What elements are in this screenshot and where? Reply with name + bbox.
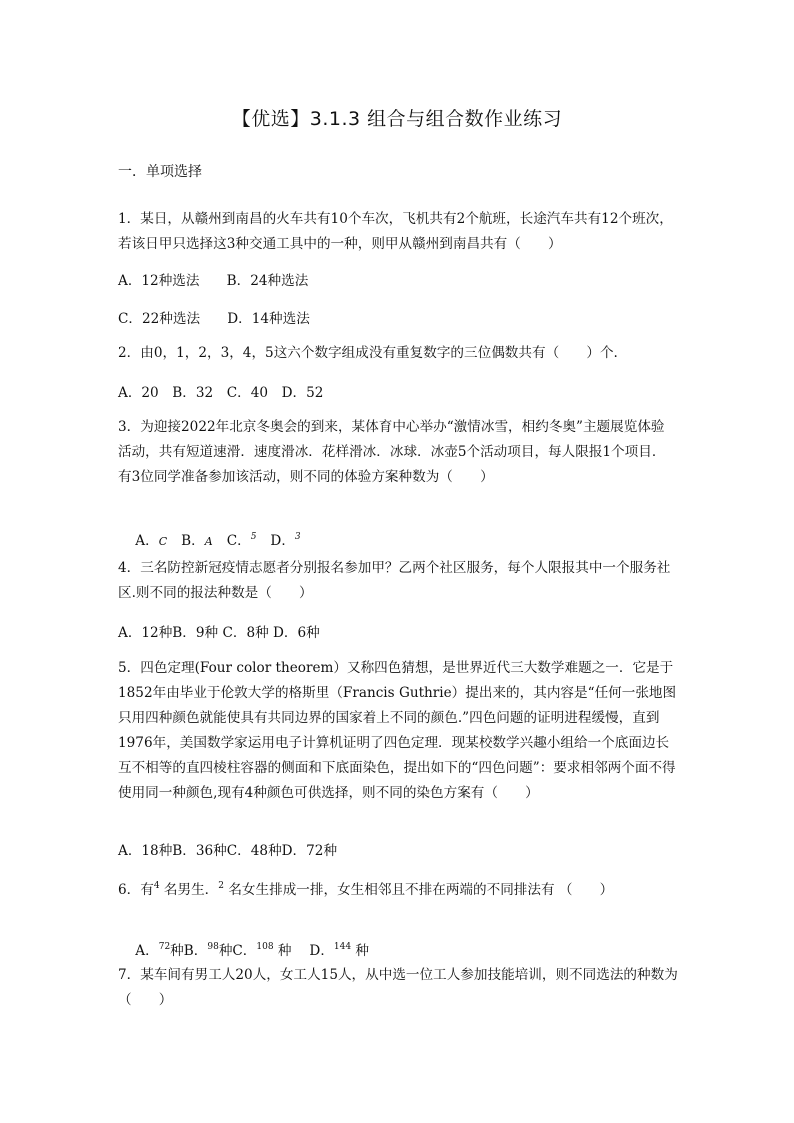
question-6-text-b: 名男生． [159, 882, 219, 898]
option-b-value: 98 [207, 942, 219, 952]
section-heading: 一．单项选择 [118, 164, 202, 180]
option-a-value: 72 [158, 942, 171, 952]
question-3-stem: 3．为迎接2022年北京冬奥会的到来，某体育中心举办“激情冰雪，相约冬奥”主题展览体验活动，共有短道速滑．速度滑冰．花样滑冰．冰球．冰壶5个活动项目，每人限报1个项目．有3位同学准备参加该活动，则不同的体验方案种数为（ ） [118, 419, 666, 485]
option-a-label: A． [135, 533, 159, 549]
question-7-stem: 7．某车间有男工人20人，女工人15人，从中选一位工人参加技能培训，则不同选法的种数为（ ） [118, 967, 678, 1008]
option-d-value: 144 [333, 942, 352, 952]
question-6-text-c: 名女生排成一排，女生相邻且不排在两端的不同排法有 （ ） [224, 882, 614, 898]
option-d-formula: 3 [294, 532, 301, 542]
question-2-stem: 2．由0，1，2，3，4，5这六个数字组成没有重复数字的三位偶数共有（ ）个. [118, 345, 618, 361]
option-a-formula: C [158, 535, 168, 548]
question-1-stem: 1．某日，从赣州到南昌的火车共有10个车次，飞机共有2个航班，长途汽车共有12个班次，若该日甲只选择这3种交通工具中的一种，则甲从赣州到南昌共有（ ） [118, 211, 673, 252]
question-6-text-a: 6．有 [118, 882, 154, 898]
question-6-number-boys: 4 [153, 881, 160, 891]
option-a-unit: 种B． [170, 943, 208, 959]
page-title: 【优选】3.1.3 组合与组合数作业练习 [231, 108, 563, 130]
option-c-value: 108 [256, 942, 274, 952]
option-a-label: A． [135, 943, 159, 959]
question-5-options: A．18种B．36种C．48种D．72种 [118, 843, 338, 859]
question-1-options-row-2: C．22种选法 D．14种选法 [118, 311, 310, 327]
option-b-formula: A [204, 535, 213, 548]
option-d-unit: 种 [351, 943, 370, 959]
option-b-label: B． [181, 533, 205, 549]
option-d-label: D． [270, 533, 295, 549]
question-5-stem: 5．四色定理(Four color theorem）又称四色猜想，是世界近代三大数学难题之一．它是于1852年由毕业于伦敦大学的格斯里（Francis Guthrie）提出来的，其内容是“任何一张地图只用四种颜色就能使具有共同边界的国家着上不同的颜色.”四色问题的证明进程缓慢，直到1976年，美国数学家运用电子计算机证明了四色定理．现某校数学兴趣小组给一个底面边长互不相等的直四棱柱容器的侧面和下底面染色，提出如下的“四色问题”：要求相邻两个面不得使用同一种颜色,现有4种颜色可供选择，则不同的染色方案有（ ） [118, 660, 677, 801]
option-c-unit: 种 D． [273, 943, 334, 959]
option-b-unit: 种C． [218, 943, 257, 959]
option-c-formula: 5 [250, 532, 257, 542]
question-4-options: A．12种B．9种 C．8种 D．6种 [118, 625, 320, 641]
question-4-stem: 4．三名防控新冠疫情志愿者分别报名参加甲？乙两个社区服务，每个人限报其中一个服务社区.则不同的报法种数是（ ） [118, 560, 671, 601]
question-6-stem [118, 874, 678, 903]
question-2-options: A．20 B．32 C．40 D．52 [118, 385, 324, 401]
question-6-number-girls: 2 [218, 881, 225, 891]
option-c-label: C． [226, 533, 251, 549]
question-1-options-row-1: A．12种选法 B．24种选法 [118, 273, 309, 289]
